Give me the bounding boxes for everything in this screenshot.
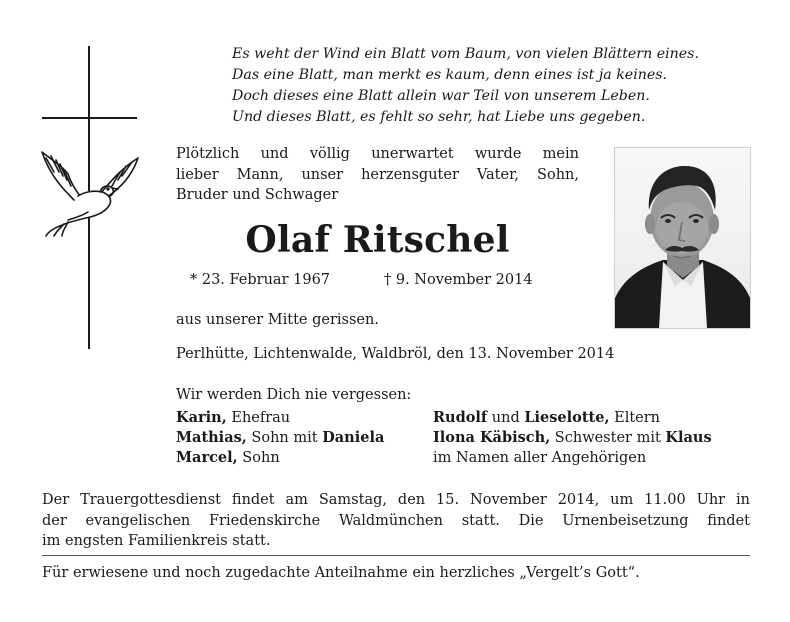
family-entry-relation: Ehefrau (226, 410, 291, 426)
family-list-right (433, 408, 712, 468)
portrait-photo (614, 147, 751, 329)
family-entry-name: Rudolf (433, 409, 488, 426)
poem-line: Doch dieses eine Blatt allein war Teil von unserem Leben. (232, 88, 650, 104)
family-entry (176, 428, 384, 448)
family-entry-name: Ilona Käbisch, (433, 429, 551, 446)
poem-line: Das eine Blatt, man merkt es kaum, denn eines ist ja keines. (232, 67, 668, 83)
divider (42, 555, 750, 556)
family-entry (433, 428, 712, 448)
removed-text: aus unserer Mitte gerissen. (176, 312, 379, 328)
never-forget-text: Wir werden Dich nie vergessen: (176, 387, 412, 403)
family-entry-relation: Schwester mit (550, 430, 666, 446)
birth-date: * 23. Februar 1967 (190, 272, 331, 288)
poem-line: Es weht der Wind ein Blatt vom Baum, von vielen Blättern eines. (232, 46, 699, 62)
family-entry-name: Mathias, (176, 429, 247, 446)
family-entry-name: Daniela (322, 429, 385, 446)
dove-icon (38, 146, 142, 238)
thanks-text: Für erwiesene und noch zugedachte Anteilnahme ein herzliches „Vergelt’s Gott“. (42, 565, 640, 581)
family-entry (433, 448, 712, 468)
death-date: † 9. November 2014 (384, 272, 533, 288)
poem-line: Und dieses Blatt, es fehlt so sehr, hat Liebe uns gegeben. (232, 109, 646, 125)
family-entry (176, 448, 384, 468)
family-list-left (176, 408, 384, 468)
service-info (42, 490, 750, 552)
poem (232, 44, 699, 128)
family-entry-name: Karin, (176, 409, 227, 426)
intro-line: Plötzlich und völlig unerwartet wurde mein (176, 146, 579, 162)
deceased-name: Olaf Ritschel (245, 219, 510, 261)
service-line: im engsten Familienkreis statt. (42, 533, 271, 549)
place-date: Perlhütte, Lichtenwalde, Waldbröl, den 13. November 2014 (176, 346, 615, 362)
family-entry-name: Lieselotte, (524, 409, 610, 426)
intro-line: lieber Mann, unser herzensguter Vater, Sohn, (176, 166, 579, 183)
family-entry-relation: Sohn (237, 450, 280, 466)
family-entry-relation: Sohn mit (246, 430, 323, 446)
family-entry (433, 408, 712, 428)
service-line: der evangelischen Friedenskirche Waldmünchen statt. Die Urnenbeisetzung findet (42, 512, 750, 529)
intro-text (176, 144, 579, 206)
family-entry-name: Marcel, (176, 449, 238, 466)
service-line: Der Trauergottesdienst findet am Samstag, den 15. November 2014, um 11.00 Uhr in (42, 492, 750, 508)
family-entry-relation: und (487, 410, 525, 426)
cross-horizontal-bar (42, 117, 137, 119)
family-entry-name: Klaus (665, 429, 712, 446)
intro-line: Bruder und Schwager (176, 187, 339, 203)
family-entry (176, 408, 384, 428)
portrait-illustration (615, 148, 750, 328)
family-entry-relation: Eltern (609, 410, 661, 426)
family-entry-relation: im Namen aller Angehörigen (433, 450, 647, 466)
